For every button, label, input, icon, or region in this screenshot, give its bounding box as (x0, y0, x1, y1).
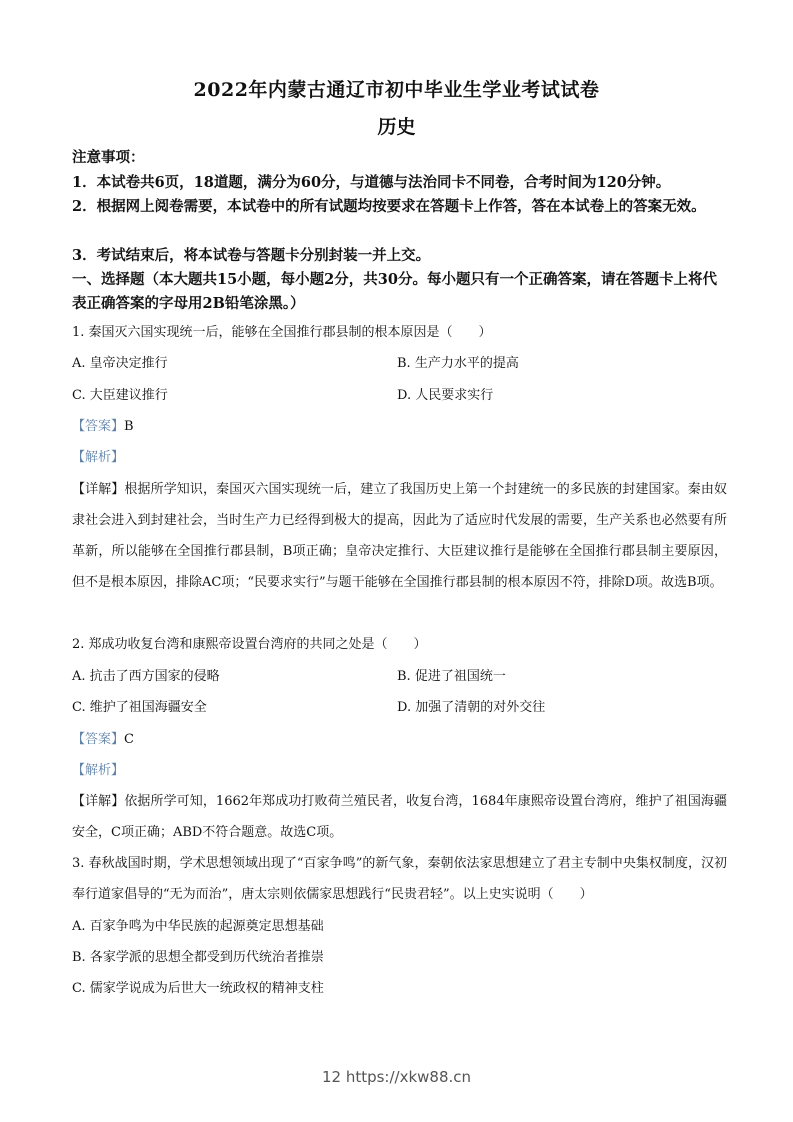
question-1-analysis-label (72, 448, 727, 468)
question-1-option-b: B. 生产力水平的提高 (397, 356, 519, 371)
notice-item-1: 1．本试卷共6页，18道题，满分为60分，与道德与法治同卡不同卷，合考时间为120分钟。 (72, 174, 671, 191)
analysis-label: 【解析】 (72, 450, 125, 465)
page-footer: 12 https://xkw88.cn (321, 1068, 472, 1086)
notice-heading: 注意事项： (72, 149, 145, 166)
detail-text: 根据所学知识，秦国灭六国实现统一后，建立了我国历史上第一个封建统一的多民族的封建国家。秦由奴隶社会进入到封建社会，当时生产力已经得到极大的提高，因此为了适应时代发展的需要，生产关系也必然要有所革新，所以能够在全国推行郡县制，B项正确；皇帝决定推行、大臣建议推行是能够在全国推行郡县制主要原因，但不是根本原因，排除AC项；“民要求实行”与题干能够在全国推行郡县制的根本原因不符，排除D项。故选B项。 (72, 482, 727, 590)
notice-item-3: 3．考试结束后，将本试卷与答题卡分别封装一并上交。 (72, 247, 431, 264)
question-1-stem: 1. 秦国灭六国实现统一后，能够在全国推行郡县制的根本原因是（ ） (72, 325, 492, 340)
question-1-option-c: C. 大臣建议推行 (72, 388, 168, 403)
question-2-stem: 2. 郑成功收复台湾和康熙帝设置台湾府的共同之处是（ ） (72, 637, 427, 652)
detail-label: 【详解】 (72, 794, 125, 809)
question-1-answer (72, 417, 727, 437)
question-3-option-c: C. 儒家学说成为后世大一统政权的精神支柱 (72, 981, 324, 996)
question-3-option-b: B. 各家学派的思想全都受到历代统治者推崇 (72, 950, 324, 965)
notice-item-2: 2．根据网上阅卷需要，本试卷中的所有试题均按要求在答题卡上作答，答在本试卷上的答案无效。 (72, 198, 706, 215)
question-3-option-a: A. 百家争鸣为中华民族的起源奠定思想基础 (72, 919, 324, 934)
question-1-option-d: D. 人民要求实行 (397, 388, 494, 403)
question-2-analysis-label (72, 761, 727, 781)
question-2-answer (72, 730, 727, 750)
question-1-option-a: A. 皇帝决定推行 (72, 356, 168, 371)
answer-label: 【答案】 (72, 732, 125, 747)
analysis-label: 【解析】 (72, 763, 125, 778)
exam-title: 2022年内蒙古通辽市初中毕业生学业考试试卷 (193, 79, 600, 101)
question-2-option-d: D. 加强了清朝的对外交往 (397, 700, 546, 715)
answer-value: B (124, 419, 134, 434)
question-2-option-b: B. 促进了祖国统一 (397, 669, 506, 684)
question-2-detail (72, 786, 727, 848)
exam-subject: 历史 (377, 116, 416, 138)
answer-value: C (124, 732, 134, 747)
answer-label: 【答案】 (72, 419, 125, 434)
question-3-stem: 3. 春秋战国时期，学术思想领域出现了“百家争鸣”的新气象，秦朝依法家思想建立了君主专制中央集权制度，汉初奉行道家倡导的“无为而治”，唐太宗则依儒家思想践行“民贵君轻”。以上史实说明（ ） (72, 856, 727, 902)
question-2-option-a: A. 抗击了西方国家的侵略 (72, 669, 220, 684)
question-1-detail (72, 474, 727, 598)
question-2-option-c: C. 维护了祖国海疆安全 (72, 700, 207, 715)
section-heading: 一、选择题（本大题共15小题，每小题2分，共30分。每小题只有一个正确答案，请在答题卡上将代表正确答案的字母用2B铅笔涂黑。） (72, 271, 717, 312)
detail-text: 依据所学可知，1662年郑成功打败荷兰殖民者，收复台湾，1684年康熙帝设置台湾府，维护了祖国海疆安全，C项正确；ABD不符合题意。故选C项。 (72, 794, 727, 840)
detail-label: 【详解】 (72, 482, 125, 497)
